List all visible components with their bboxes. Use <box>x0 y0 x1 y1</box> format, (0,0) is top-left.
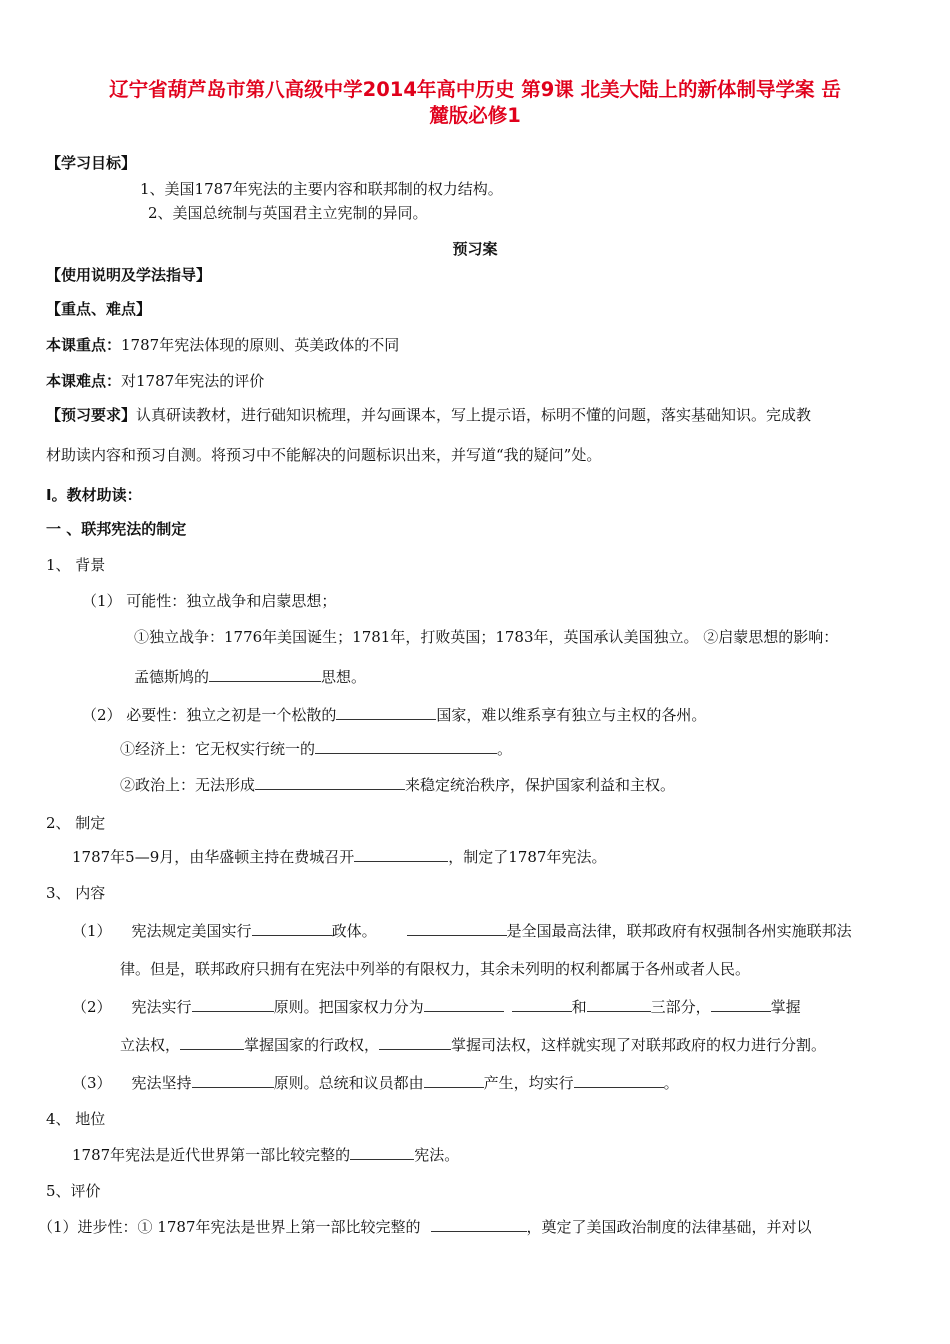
usage-heading: 【使用说明及学法指导】 <box>46 266 212 284</box>
fill-blank[interactable] <box>255 774 405 790</box>
preview-title: 预习案 <box>452 240 498 258</box>
key-point-label: 本课重点： <box>46 336 122 354</box>
document-title <box>40 77 910 129</box>
fill-blank[interactable] <box>354 846 448 862</box>
content-item-1: （1） 宪法规定美国实行 政体。 是全国最高法律，联邦政府有权强制各州实施联邦法 <box>72 922 852 940</box>
fill-blank[interactable] <box>431 1216 527 1232</box>
status-heading: 4、 地位 <box>46 1110 106 1128</box>
content-item-3: （3） 宪法坚持 原则。总统和议员都由 产生，均实行 。 <box>72 1074 679 1092</box>
fill-blank[interactable] <box>192 996 274 1012</box>
fill-blank[interactable] <box>252 920 332 936</box>
fill-blank[interactable] <box>180 1034 244 1050</box>
objective-item-2: 2、美国总统制与英国君主立宪制的异同。 <box>148 204 428 222</box>
evaluation-progress: （1）进步性：① 1787年宪法是世界上第一部比较完整的 ，奠定了美国政治制度的法律基础，并对以 <box>38 1218 812 1236</box>
section-textbook-reading: Ⅰ。教材助读： <box>46 486 142 504</box>
requirement-line-2: 材助读内容和预习自测。将预习中不能解决的问题标识出来，并写道“我的疑问”处。 <box>46 446 602 464</box>
title-line-2: 麓版必修1 <box>429 104 521 127</box>
background-economic: ①经济上：它无权实行统一的 。 <box>120 740 513 758</box>
status-text: 1787年宪法是近代世界第一部比较完整的 宪法。 <box>72 1146 460 1164</box>
requirement-line-1 <box>46 404 811 426</box>
background-necessity: （2） 必要性：独立之初是一个松散的 国家，难以维系享有独立与主权的各州。 <box>82 706 707 724</box>
fill-blank[interactable] <box>424 996 504 1012</box>
title-line-1: 辽宁省葫芦岛市第八高级中学2014年高中历史 第9课 北美大陆上的新体制导学案 岳 <box>109 78 841 101</box>
fill-blank[interactable] <box>209 666 321 682</box>
background-possibility: （1） 可能性：独立战争和启蒙思想； <box>82 592 337 610</box>
objectives-heading: 【学习目标】 <box>46 154 137 172</box>
key-point <box>46 334 399 356</box>
key-point-text: 1787年宪法体现的原则、英美政体的不同 <box>121 336 400 354</box>
fill-blank[interactable] <box>336 704 436 720</box>
fill-blank[interactable] <box>711 996 771 1012</box>
fill-blank[interactable] <box>379 1034 451 1050</box>
content-heading: 3、 内容 <box>46 884 106 902</box>
objective-item-1: 1、美国1787年宪法的主要内容和联邦制的权力结构。 <box>140 180 503 198</box>
difficulty-point <box>46 370 264 392</box>
fill-blank[interactable] <box>315 738 497 754</box>
difficulty-text: 对1787年宪法的评价 <box>121 372 265 390</box>
background-possibility-detail: ①独立战争：1776年美国诞生；1781年，打败英国；1783年，英国承认美国独立。 ②启蒙思想的影响： <box>134 628 839 646</box>
making-text: 1787年5—9月，由华盛顿主持在费城召开 ，制定了1787年宪法。 <box>72 848 607 866</box>
background-heading: 1、 背景 <box>46 556 106 574</box>
requirement-label: 【预习要求】 <box>46 406 137 424</box>
making-heading: 2、 制定 <box>46 814 106 832</box>
content-item-2-cont: 立法权， 掌握国家的行政权， 掌握司法权，这样就实现了对联邦政府的权力进行分割。 <box>120 1036 827 1054</box>
requirement-text-1: 认真研读教材，进行础知识梳理，并勾画课本，写上提示语，标明不懂的问题，落实基础知识。完成教 <box>136 406 812 424</box>
fill-blank[interactable] <box>512 996 572 1012</box>
content-item-1-cont: 律。但是，联邦政府只拥有在宪法中列举的有限权力，其余未列明的权利都属于各州或者人民。 <box>120 960 751 978</box>
fill-blank[interactable] <box>350 1144 414 1160</box>
fill-blank[interactable] <box>192 1072 274 1088</box>
fill-blank[interactable] <box>407 920 507 936</box>
key-heading: 【重点、难点】 <box>46 300 152 318</box>
fill-blank[interactable] <box>574 1072 664 1088</box>
background-political: ②政治上：无法形成 来稳定统治秩序，保护国家利益和主权。 <box>120 776 676 794</box>
background-montesquieu: 孟德斯鸠的 思想。 <box>134 668 367 686</box>
fill-blank[interactable] <box>587 996 651 1012</box>
evaluation-heading: 5、评价 <box>46 1182 101 1200</box>
content-item-2: （2） 宪法实行 原则。把国家权力分为 和 三部分， 掌握 <box>72 998 801 1016</box>
section-constitution-making: 一 、联邦宪法的制定 <box>46 520 187 538</box>
difficulty-label: 本课难点： <box>46 372 122 390</box>
fill-blank[interactable] <box>424 1072 484 1088</box>
